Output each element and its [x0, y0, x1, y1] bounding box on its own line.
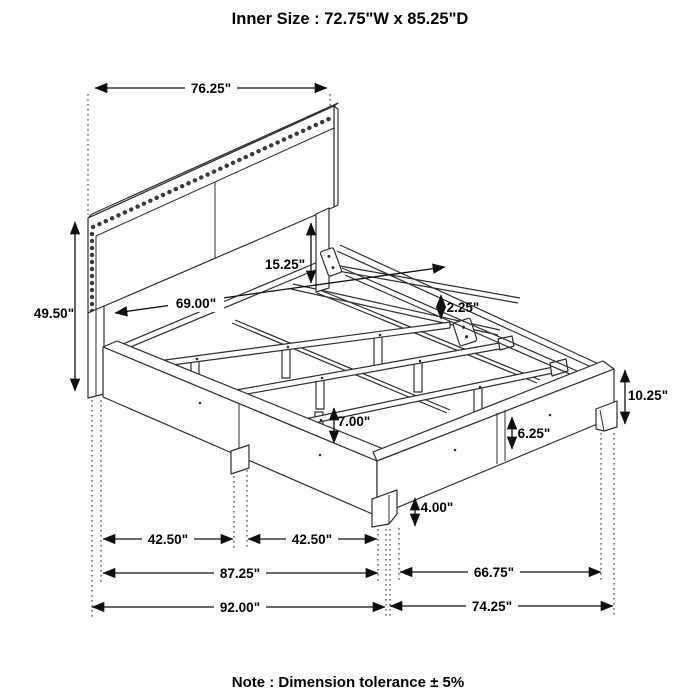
- dimension-label: 69.00": [175, 296, 217, 311]
- dimension-label: 49.50": [33, 306, 75, 321]
- dimension-label: 76.25": [190, 81, 232, 96]
- tolerance-note: Note : Dimension tolerance ± 5%: [231, 674, 465, 691]
- dimension-overall-width: [390, 598, 613, 614]
- dimension-headboard-height: [34, 222, 75, 391]
- dimension-rail-to-floor-height: [625, 370, 668, 424]
- dimension-label: 87.25": [219, 566, 261, 581]
- dimension-label: 74.25": [471, 599, 513, 614]
- dimension-label: 15.25": [264, 257, 306, 272]
- headboard: [88, 103, 338, 313]
- dimension-label: 42.50": [291, 532, 333, 547]
- dimension-label: 2.25": [446, 300, 480, 315]
- dimension-label: 10.25": [627, 388, 669, 403]
- dimension-half-length-right: [248, 531, 377, 547]
- dimension-foot-inner-width: [400, 564, 601, 580]
- dimension-label: 42.50": [147, 532, 189, 547]
- headboard-panel: [88, 106, 334, 313]
- dimension-label: 4.00": [420, 500, 454, 515]
- slat-leg: [282, 348, 290, 378]
- dimension-label: 7.00": [337, 414, 371, 429]
- dimension-slat-thickness: [441, 295, 479, 319]
- dimension-half-length-left: [103, 531, 233, 547]
- dimension-foot-leg-height: [415, 498, 453, 526]
- dimension-headboard-width: [95, 80, 327, 96]
- slat-leg: [414, 362, 422, 392]
- dimension-label: 66.75": [473, 565, 515, 580]
- dimension-label: 92.00": [219, 600, 261, 615]
- diagram-title: Inner Size : 72.75"W x 85.25"D: [231, 10, 469, 28]
- dimension-label: 6.25": [517, 426, 551, 441]
- dimension-overall-length: [92, 599, 385, 615]
- dimension-rail-length: [103, 565, 378, 581]
- slat-leg: [316, 379, 324, 409]
- slat-leg: [374, 336, 382, 366]
